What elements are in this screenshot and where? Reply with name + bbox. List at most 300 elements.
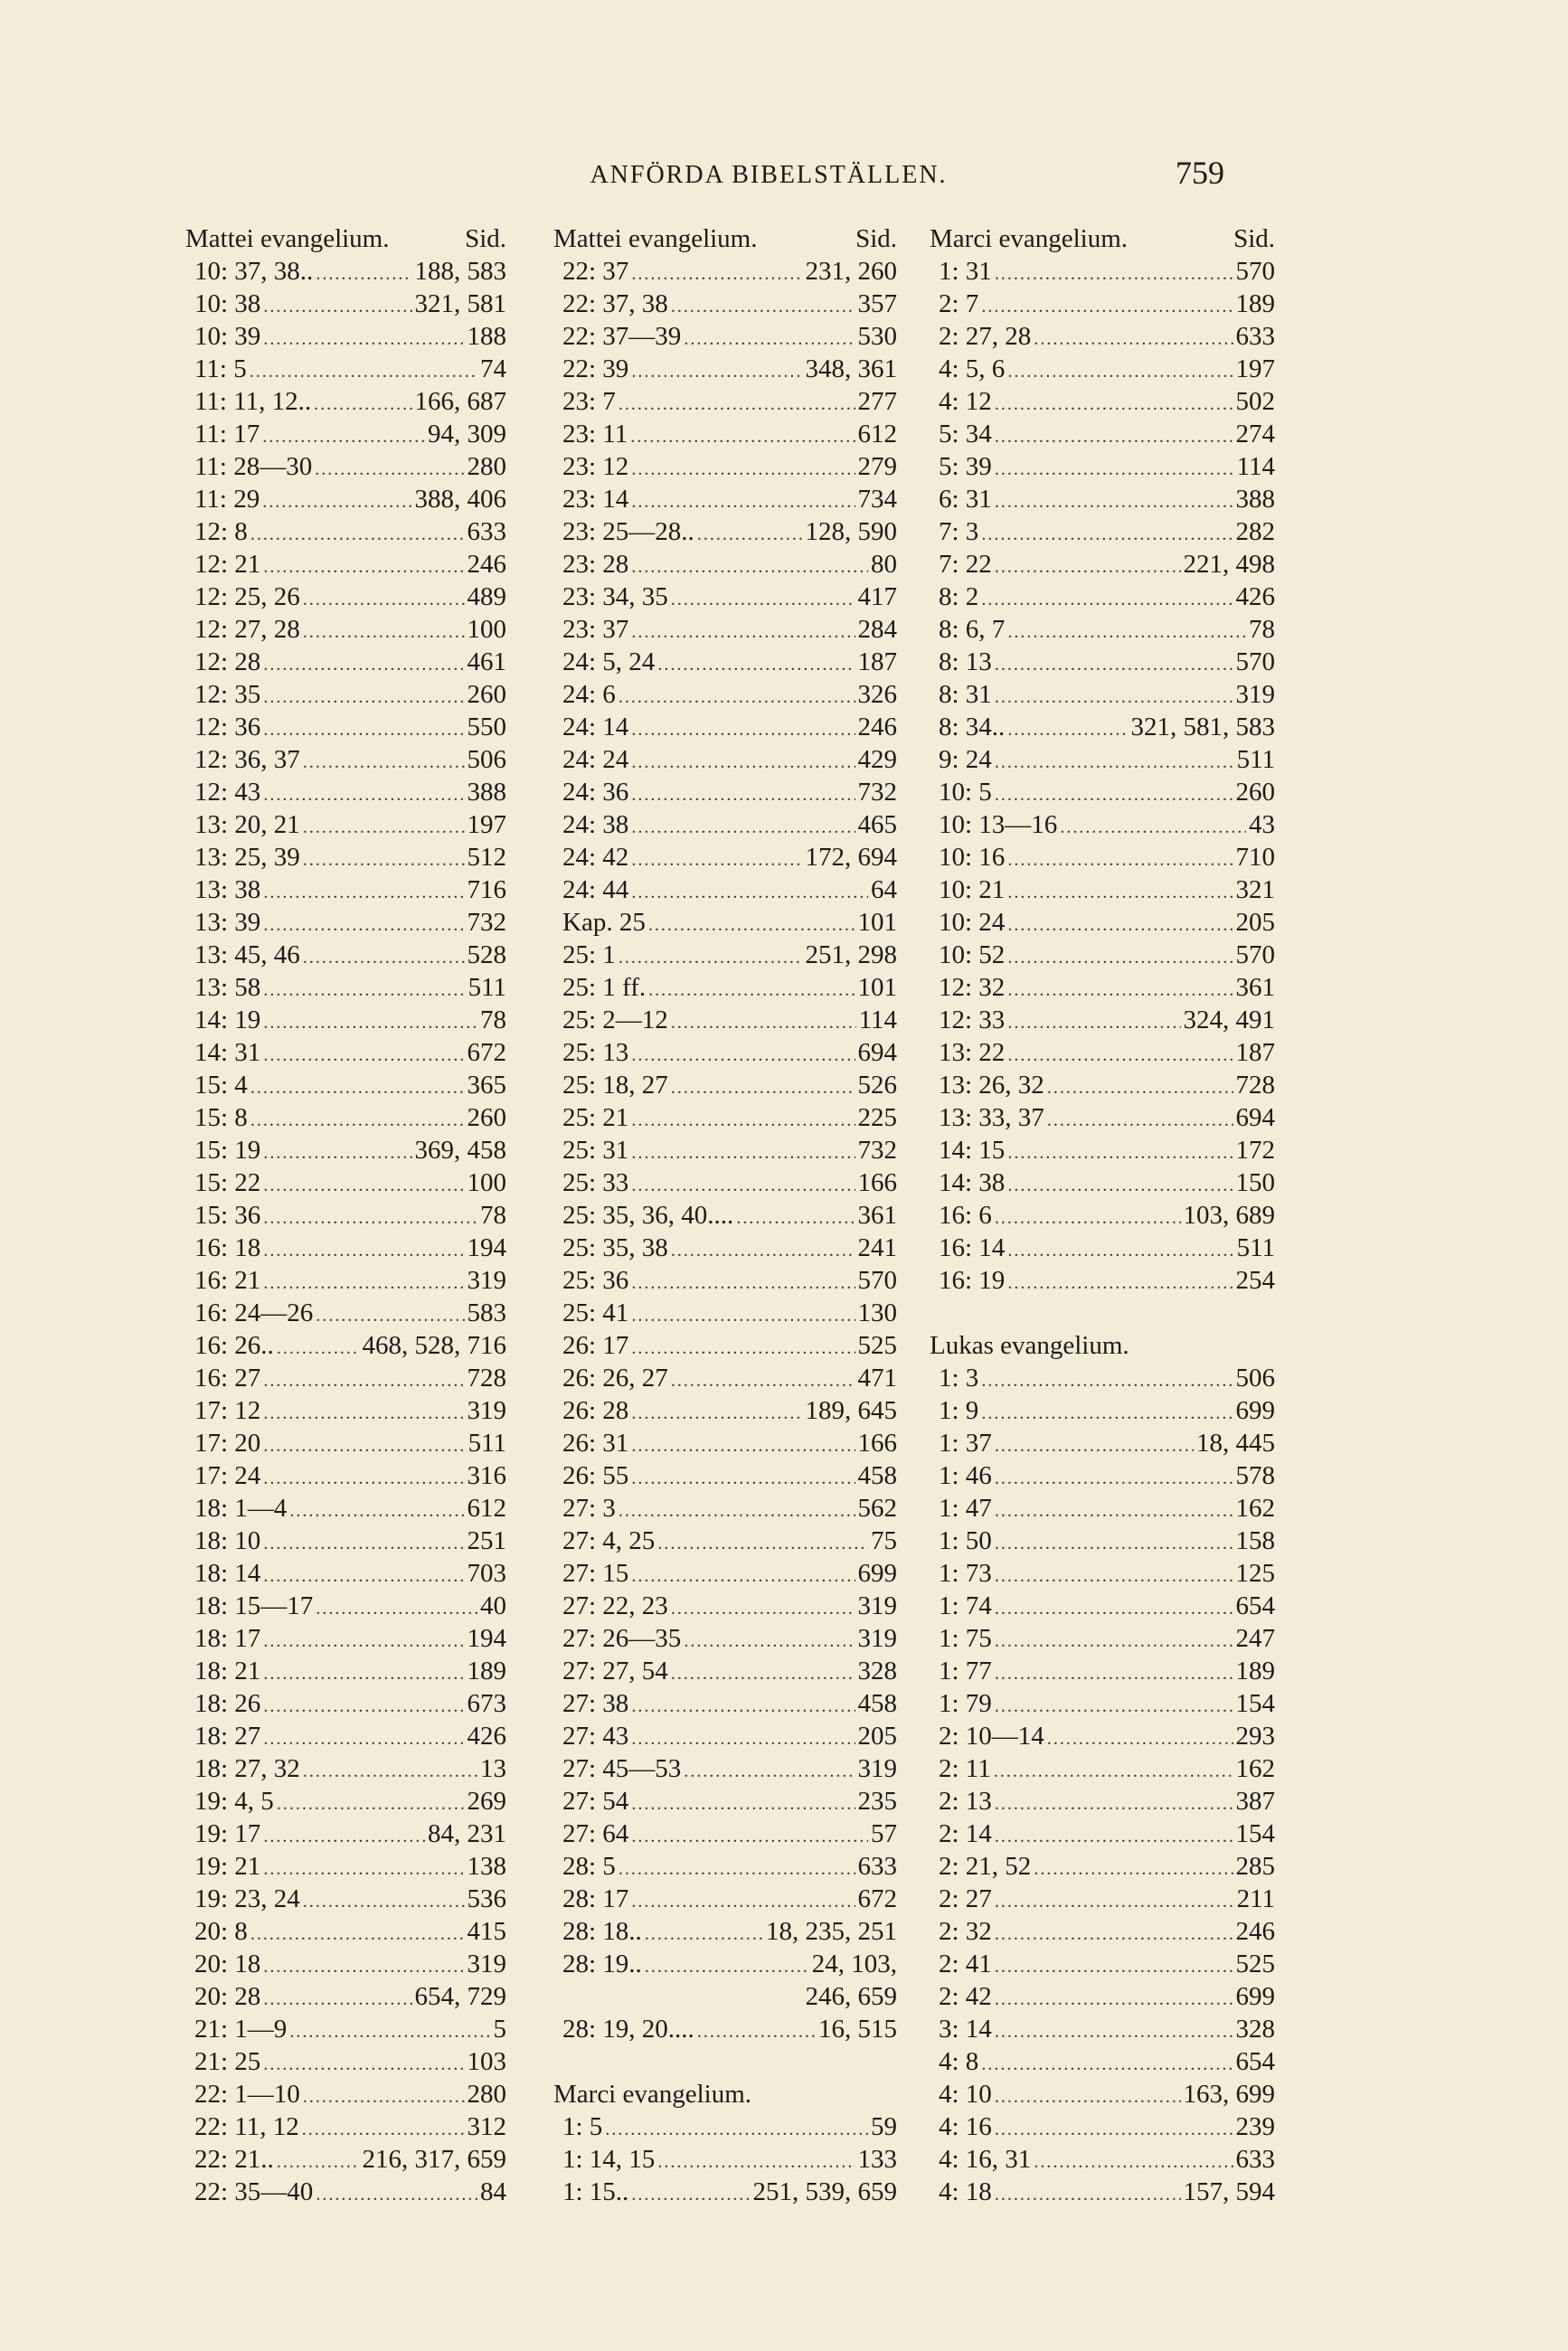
page-references: 710 (1235, 843, 1275, 872)
page-references: 189, 645 (805, 1396, 897, 1425)
dot-leader (631, 1820, 868, 1853)
verse-reference: 25: 36 (562, 1266, 629, 1295)
page-references: 732 (857, 778, 897, 807)
page-references: 732 (857, 1136, 897, 1165)
index-entry (553, 1818, 897, 1850)
index-entry (930, 1525, 1275, 1557)
page-references: 458 (857, 1689, 897, 1718)
index-entry (553, 939, 897, 971)
verse-reference: 16: 6 (939, 1201, 992, 1230)
dot-leader (995, 1592, 1233, 1625)
verse-reference: 24: 24 (562, 745, 629, 774)
index-entry (930, 1915, 1275, 1948)
verse-reference: 23: 34, 35 (562, 582, 668, 611)
verse-reference: 25: 13 (562, 1038, 629, 1067)
dot-leader (631, 1462, 855, 1495)
page-references: 103, 689 (1183, 1201, 1275, 1230)
page-references: 194 (467, 1624, 506, 1653)
dot-leader (262, 486, 411, 518)
dot-leader (263, 1853, 464, 1885)
page-references: 277 (857, 387, 897, 416)
dot-leader (619, 1853, 855, 1885)
verse-reference: 2: 27 (939, 1884, 992, 1913)
page-references: 231, 260 (805, 257, 897, 286)
page-references: 114 (1236, 452, 1275, 481)
verse-reference: 26: 26, 27 (562, 1364, 668, 1393)
dot-leader (995, 453, 1234, 486)
dot-leader (671, 1234, 855, 1267)
verse-reference: 25: 41 (562, 1298, 629, 1327)
index-entry (930, 418, 1275, 450)
verse-reference: 1: 77 (939, 1657, 992, 1685)
verse-reference: 2: 11 (939, 1754, 991, 1783)
page-references: 114 (858, 1006, 897, 1034)
index-entry (185, 1655, 506, 1687)
page-references: 361 (857, 1201, 897, 1230)
verse-reference: 2: 10—14 (939, 1722, 1044, 1751)
index-entry (185, 2176, 506, 2208)
page-references: 269 (467, 1787, 506, 1816)
verse-reference: 10: 38 (194, 289, 261, 318)
index-entry (185, 1362, 506, 1394)
index-entry (185, 1166, 506, 1199)
dot-leader (262, 420, 425, 453)
dot-leader (1007, 909, 1233, 941)
page-references: 728 (467, 1364, 506, 1393)
dot-leader (995, 258, 1233, 290)
verse-reference: 27: 43 (562, 1722, 629, 1751)
verse-reference: 20: 18 (194, 1950, 261, 1978)
index-entry (930, 1427, 1275, 1459)
index-entry (185, 1232, 506, 1264)
section-title: Lukas evangelium. (930, 1331, 1129, 1360)
verse-reference: 1: 73 (939, 1559, 992, 1588)
index-column-1 (185, 222, 506, 2208)
dot-leader (995, 2178, 1181, 2211)
verse-reference: 2: 7 (939, 289, 979, 318)
verse-reference: 27: 45—53 (562, 1754, 682, 1783)
verse-reference: 4: 12 (939, 387, 992, 416)
dot-leader (1007, 844, 1233, 876)
index-entry (930, 353, 1275, 385)
section-heading (930, 1329, 1275, 1362)
index-entry (930, 548, 1275, 581)
index-entry (553, 548, 897, 581)
index-entry (185, 678, 506, 711)
page-references: 506 (467, 745, 506, 774)
dot-leader (657, 2146, 855, 2178)
page-references: 732 (467, 908, 506, 937)
index-entry (930, 450, 1275, 483)
dot-leader (263, 1723, 464, 1755)
page-references: 319 (467, 1266, 506, 1295)
index-entry (930, 971, 1275, 1004)
index-entry (930, 2078, 1275, 2110)
index-entry (553, 255, 897, 288)
page-references: 365 (467, 1071, 506, 1100)
verse-reference: 13: 26, 32 (939, 1071, 1044, 1100)
dot-leader (631, 779, 855, 811)
page-references: 189 (1235, 1657, 1275, 1685)
index-entry (930, 841, 1275, 873)
dot-leader (1034, 2146, 1233, 2178)
index-entry (553, 971, 897, 1004)
page-references: 324, 491 (1183, 1006, 1275, 1034)
index-entry (553, 1297, 897, 1329)
verse-reference: 12: 43 (194, 778, 261, 807)
index-entry (185, 1199, 506, 1232)
index-entry (553, 808, 897, 841)
dot-leader (263, 1234, 464, 1267)
index-entry (185, 548, 506, 581)
index-entry (553, 1004, 897, 1036)
index-entry (185, 1752, 506, 1785)
dot-leader (981, 1364, 1233, 1397)
index-entry (930, 1687, 1275, 1720)
verse-reference: 5: 39 (939, 452, 992, 481)
verse-reference: 12: 36, 37 (194, 745, 300, 774)
verse-reference: 16: 24—26 (194, 1298, 314, 1327)
dot-leader (995, 1950, 1233, 1983)
verse-reference: 24: 42 (562, 843, 629, 872)
index-entry (930, 2110, 1275, 2143)
verse-reference: 22: 1—10 (194, 2080, 300, 2109)
page-references: 502 (1235, 387, 1275, 416)
page-references: 154 (1235, 1819, 1275, 1848)
verse-reference: 26: 55 (562, 1461, 629, 1490)
index-entry (553, 1199, 897, 1232)
page-references: 241 (857, 1233, 897, 1262)
sid-label: Sid. (855, 224, 897, 253)
verse-reference: 1: 46 (939, 1461, 992, 1490)
page-references: 40 (480, 1591, 506, 1620)
dot-leader (1034, 1853, 1233, 1885)
verse-reference: 10: 52 (939, 940, 1006, 969)
dot-leader (631, 713, 855, 746)
index-entry (930, 1232, 1275, 1264)
page-references: 158 (1235, 1526, 1275, 1555)
page-references: 84, 231 (428, 1819, 506, 1848)
page-references: 672 (467, 1038, 506, 1067)
page-references: 59 (871, 2112, 897, 2141)
page-references: 673 (467, 1689, 506, 1718)
verse-reference: 27: 64 (562, 1819, 629, 1848)
index-entry (553, 1687, 897, 1720)
verse-reference: 6: 31 (939, 485, 992, 514)
verse-reference: 8: 34.. (939, 713, 1006, 741)
index-entry (930, 320, 1275, 353)
verse-reference: 18: 10 (194, 1526, 261, 1555)
index-entry (553, 613, 897, 646)
index-entry (930, 613, 1275, 646)
page-references: 260 (1235, 778, 1275, 807)
dot-leader (263, 1690, 464, 1723)
index-entry (930, 1036, 1275, 1069)
index-column-3 (930, 222, 1275, 2208)
verse-reference: 8: 2 (939, 582, 979, 611)
verse-reference: 1: 5 (562, 2112, 603, 2141)
page-references: 211 (1236, 1884, 1275, 1913)
verse-reference: 28: 17 (562, 1884, 629, 1913)
page-references: 293 (1235, 1722, 1275, 1751)
index-entry (185, 1264, 506, 1297)
index-entry (553, 1101, 897, 1134)
dot-leader (981, 1397, 1233, 1430)
page-references: 187 (857, 647, 897, 676)
sid-label: Sid. (1233, 224, 1275, 253)
index-entry (930, 515, 1275, 548)
dot-leader (1007, 1169, 1233, 1202)
verse-reference: 27: 27, 54 (562, 1657, 668, 1685)
dot-leader (263, 713, 464, 746)
index-entry (553, 581, 897, 613)
dot-leader (631, 1723, 855, 1755)
index-entry (553, 1492, 897, 1525)
index-entry (930, 808, 1275, 841)
page-references: 64 (871, 875, 897, 904)
index-entry (930, 1752, 1275, 1785)
verse-reference: 13: 20, 21 (194, 810, 300, 839)
verse-reference: 23: 11 (562, 420, 628, 448)
verse-reference: 27: 15 (562, 1559, 629, 1588)
index-entry (553, 1590, 897, 1622)
dot-leader (995, 1788, 1233, 1820)
page-references: 672 (857, 1884, 897, 1913)
dot-leader (1047, 1104, 1233, 1137)
dot-leader (631, 1267, 855, 1299)
verse-reference: 11: 29 (194, 485, 260, 514)
page-references: 274 (1235, 420, 1275, 448)
dot-leader (303, 583, 465, 616)
index-entry (185, 1622, 506, 1655)
index-entry (185, 873, 506, 906)
running-header-title: ANFÖRDA BIBELSTÄLLEN. (590, 161, 948, 189)
index-entry (185, 1590, 506, 1622)
page-references: 465 (857, 810, 897, 839)
index-entry (185, 841, 506, 873)
dot-leader (303, 2081, 465, 2113)
verse-reference: 1: 37 (939, 1429, 992, 1458)
index-entry (553, 1557, 897, 1590)
index-entry (930, 1622, 1275, 1655)
page-references: 251 (467, 1526, 506, 1555)
dot-leader (263, 974, 465, 1006)
index-entry (553, 2176, 897, 2208)
dot-leader (671, 1364, 855, 1397)
page-references: 260 (467, 680, 506, 709)
dot-leader (277, 2146, 360, 2178)
dot-leader (697, 518, 803, 551)
page-references: 525 (857, 1331, 897, 1360)
verse-reference: 2: 42 (939, 1982, 992, 2011)
index-entry (185, 1557, 506, 1590)
page-references: 260 (467, 1103, 506, 1132)
dot-leader (645, 1950, 809, 1983)
index-entry (185, 2013, 506, 2045)
dot-leader (697, 2016, 816, 2048)
verse-reference: 18: 27 (194, 1722, 261, 1751)
verse-reference: 25: 2—12 (562, 1006, 668, 1034)
verse-reference: 21: 1—9 (194, 2015, 288, 2044)
dot-leader (316, 2178, 477, 2211)
dot-leader (631, 551, 868, 583)
index-entry (553, 515, 897, 548)
index-entry (553, 1883, 897, 1915)
dot-leader (619, 1495, 855, 1527)
page-references: 348, 361 (805, 354, 897, 383)
page-references: 194 (467, 1233, 506, 1262)
index-entry (185, 776, 506, 808)
verse-reference: 18: 27, 32 (194, 1754, 300, 1783)
dot-leader (995, 1690, 1233, 1723)
index-entry (553, 320, 897, 353)
page-references: 150 (1235, 1168, 1275, 1197)
index-entry (185, 2143, 506, 2176)
dot-leader (263, 323, 464, 355)
dot-leader (684, 1625, 855, 1657)
dot-leader (995, 1983, 1233, 2016)
page-references: 511 (1236, 745, 1275, 774)
index-entry (185, 808, 506, 841)
index-entry (930, 1948, 1275, 1980)
dot-leader (303, 616, 465, 648)
verse-reference: Kap. 25 (562, 908, 646, 937)
dot-leader (995, 1527, 1233, 1560)
dot-leader (619, 941, 803, 974)
dot-leader (316, 258, 411, 290)
dot-leader (289, 1495, 464, 1527)
dot-leader (1007, 1006, 1180, 1039)
verse-reference: 22: 37—39 (562, 322, 682, 351)
page-references: 536 (467, 1884, 506, 1913)
index-entry (930, 1069, 1275, 1101)
dot-leader (263, 1560, 464, 1592)
dot-leader (631, 876, 868, 909)
page-references: 321, 581, 583 (1130, 713, 1275, 741)
dot-leader (645, 1918, 763, 1950)
index-entry (930, 255, 1275, 288)
dot-leader (995, 486, 1233, 518)
section-gap (930, 1297, 1275, 1329)
page-references: 388 (1235, 485, 1275, 514)
verse-reference: 14: 31 (194, 1038, 261, 1067)
index-entry (185, 743, 506, 776)
index-entry (553, 776, 897, 808)
page-references: 471 (857, 1364, 897, 1393)
index-entry (185, 581, 506, 613)
dot-leader (684, 323, 855, 355)
dot-leader (631, 1788, 855, 1820)
page-references: 130 (857, 1298, 897, 1327)
verse-reference: 25: 33 (562, 1168, 629, 1197)
dot-leader (1007, 616, 1246, 648)
dot-leader (631, 2178, 750, 2211)
page-references: 16, 515 (818, 2015, 897, 2044)
verse-reference: 3: 14 (939, 2015, 992, 2044)
verse-reference: 8: 31 (939, 680, 992, 709)
section-heading (553, 222, 897, 255)
verse-reference: 24: 6 (562, 680, 616, 709)
page-references: 57 (871, 1819, 897, 1848)
verse-reference: 10: 37, 38.. (194, 257, 314, 286)
page-references: 468, 528, 716 (362, 1331, 506, 1360)
verse-reference: 27: 3 (562, 1494, 616, 1523)
verse-reference: 12: 33 (939, 1006, 1006, 1034)
index-entry (553, 906, 897, 939)
dot-leader (1060, 811, 1246, 844)
verse-reference: 23: 25—28.. (562, 517, 694, 546)
page-references: 570 (857, 1266, 897, 1295)
verse-reference: 23: 37 (562, 615, 629, 644)
dot-leader (995, 681, 1233, 713)
index-entry (185, 1427, 506, 1459)
dot-leader (671, 290, 855, 323)
page-references: 280 (467, 2080, 506, 2109)
dot-leader (631, 486, 855, 518)
section-heading (553, 2078, 897, 2110)
verse-reference: 17: 12 (194, 1396, 261, 1425)
dot-leader (631, 1430, 855, 1462)
page-references: 326 (857, 680, 897, 709)
index-entry (930, 711, 1275, 743)
dot-leader (303, 1885, 465, 1918)
dot-leader (631, 1885, 855, 1918)
dot-leader (263, 290, 411, 323)
page-references: 633 (467, 517, 506, 546)
verse-reference: 26: 28 (562, 1396, 629, 1425)
dot-leader (995, 1885, 1234, 1918)
dot-leader (981, 518, 1233, 551)
verse-reference: 1: 9 (939, 1396, 979, 1425)
index-entry (930, 1362, 1275, 1394)
page-references: 251, 298 (805, 940, 897, 969)
verse-reference: 15: 8 (194, 1103, 248, 1132)
page-references: 221, 498 (1183, 550, 1275, 579)
page-references: 369, 458 (414, 1136, 506, 1165)
page-references: 699 (857, 1559, 897, 1588)
verse-reference: 13: 38 (194, 875, 261, 904)
page-references: 188, 583 (414, 257, 506, 286)
index-entry (553, 743, 897, 776)
index-entry (185, 515, 506, 548)
verse-reference: 22: 37 (562, 257, 629, 286)
page-references: 526 (857, 1071, 897, 1100)
dot-leader (631, 1690, 855, 1723)
page-references: 417 (857, 582, 897, 611)
verse-reference: 14: 19 (194, 1006, 261, 1034)
dot-leader (631, 1299, 855, 1332)
index-entry (185, 711, 506, 743)
index-entry (185, 1525, 506, 1557)
page-references: 633 (1235, 2145, 1275, 2174)
verse-reference: 24: 5, 24 (562, 647, 656, 676)
index-entry (930, 1883, 1275, 1915)
verse-reference: 28: 19, 20.... (562, 2015, 694, 2044)
verse-reference: 12: 27, 28 (194, 615, 300, 644)
index-entry (553, 288, 897, 320)
verse-reference: 13: 45, 46 (194, 940, 300, 969)
dot-leader (263, 876, 464, 909)
page-references: 80 (871, 550, 897, 579)
verse-reference: 22: 21.. (194, 2145, 274, 2174)
index-entry (185, 2110, 506, 2143)
verse-reference: 1: 3 (939, 1364, 979, 1393)
dot-leader (263, 648, 464, 681)
index-entry (553, 646, 897, 678)
verse-reference: 4: 16 (939, 2112, 992, 2141)
verse-reference: 16: 27 (194, 1364, 261, 1393)
index-entry (553, 1069, 897, 1101)
